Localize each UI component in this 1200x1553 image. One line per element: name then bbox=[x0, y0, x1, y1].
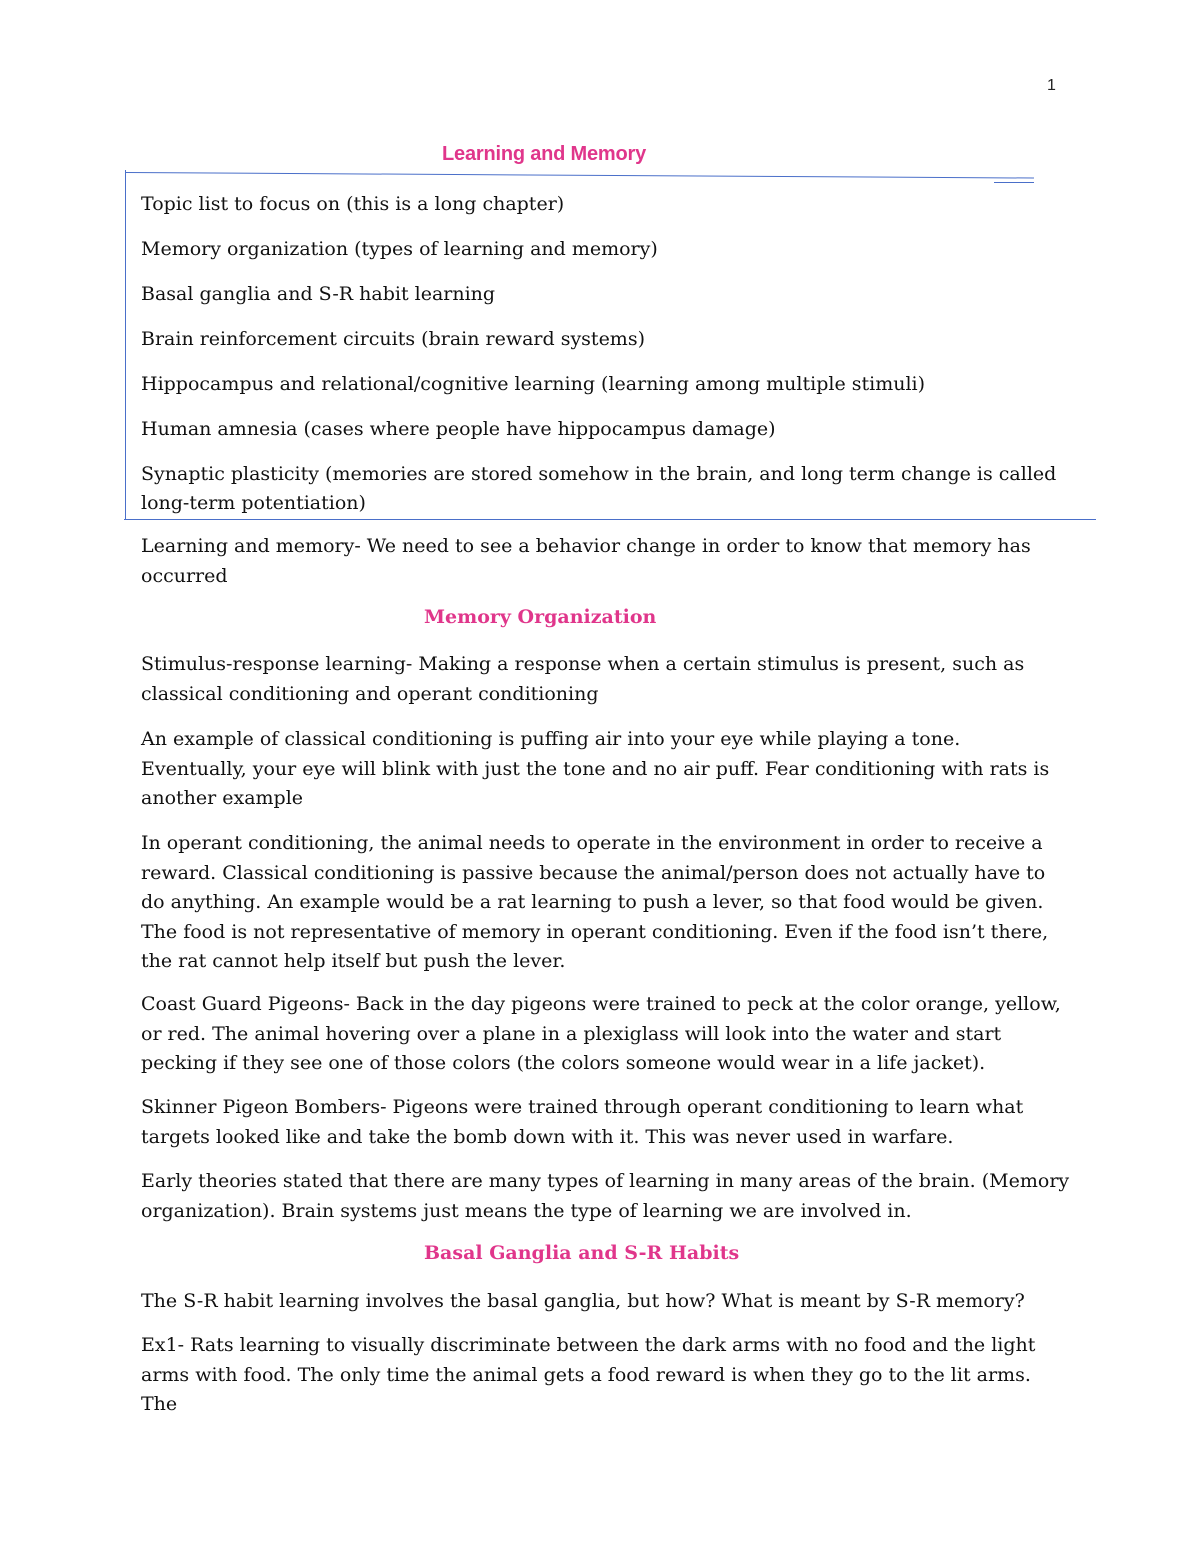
topic-item: Topic list to focus on (this is a long chapter) bbox=[141, 193, 565, 215]
topic-item: Memory organization (types of learning and memory) bbox=[141, 238, 658, 260]
topic-item: Basal ganglia and S-R habit learning bbox=[141, 283, 496, 305]
topic-item: Hippocampus and relational/cognitive learning (learning among multiple stimuli) bbox=[141, 373, 926, 395]
topic-box-left-border bbox=[125, 170, 126, 520]
topic-item: Brain reinforcement circuits (brain reward systems) bbox=[141, 328, 645, 350]
topic-item: Synaptic plasticity (memories are stored somehow in the brain, and long term change is called long-term potentiation) bbox=[141, 463, 1057, 514]
section-heading-memory-organization: Memory Organization bbox=[424, 606, 657, 628]
paragraph: The S-R habit learning involves the basal ganglia, but how? What is meant by S-R memory? bbox=[141, 1290, 1025, 1312]
section-heading-basal-ganglia: Basal Ganglia and S-R Habits bbox=[424, 1242, 740, 1264]
topic-item: Human amnesia (cases where people have hippocampus damage) bbox=[141, 418, 776, 440]
paragraph: Skinner Pigeon Bombers- Pigeons were trained through operant conditioning to learn what targets looked like and take the bomb down with it. This was never used in warfare. bbox=[141, 1096, 1024, 1148]
document-title: Learning and Memory bbox=[442, 143, 647, 165]
paragraph: Coast Guard Pigeons- Back in the day pigeons were trained to peck at the color orange, yellow, or red. The animal hovering over a plane in a plexiglass will look into the water and start pecking if they see one of those colors (the colors someone would wear in a life jacket). bbox=[141, 993, 1061, 1074]
page-number: 1 bbox=[1047, 77, 1056, 94]
topic-box-top-border-extension bbox=[994, 182, 1034, 183]
intro-paragraph: Learning and memory- We need to see a behavior change in order to know that memory has occurred bbox=[141, 535, 1031, 587]
paragraph: Early theories stated that there are many types of learning in many areas of the brain. (Memory organization). Brain systems just means the type of learning we are involved in. bbox=[141, 1170, 1070, 1222]
paragraph: Stimulus-response learning- Making a response when a certain stimulus is present, such as classical conditioning and operant conditioning bbox=[141, 653, 1025, 705]
paragraph: Ex1- Rats learning to visually discriminate between the dark arms with no food and the light arms with food. The only time the animal gets a food reward is when they go to the lit arms. The bbox=[141, 1334, 1036, 1415]
paragraph: In operant conditioning, the animal needs to operate in the environment in order to receive a reward. Classical conditioning is passive because the animal/person does not actually have to do anything. An example would be a rat learning to push a lever, so that food would be given. The food is not representative of memory in operant conditioning. Even if the food isn’t there, the rat cannot help itself but push the lever. bbox=[141, 832, 1049, 972]
topic-box-top-border bbox=[126, 172, 1034, 179]
topic-list bbox=[141, 190, 1071, 534]
paragraph: An example of classical conditioning is puffing air into your eye while playing a tone. Eventually, your eye will blink with just the tone and no air puff. Fear conditioning with rats is another example bbox=[141, 728, 1050, 809]
